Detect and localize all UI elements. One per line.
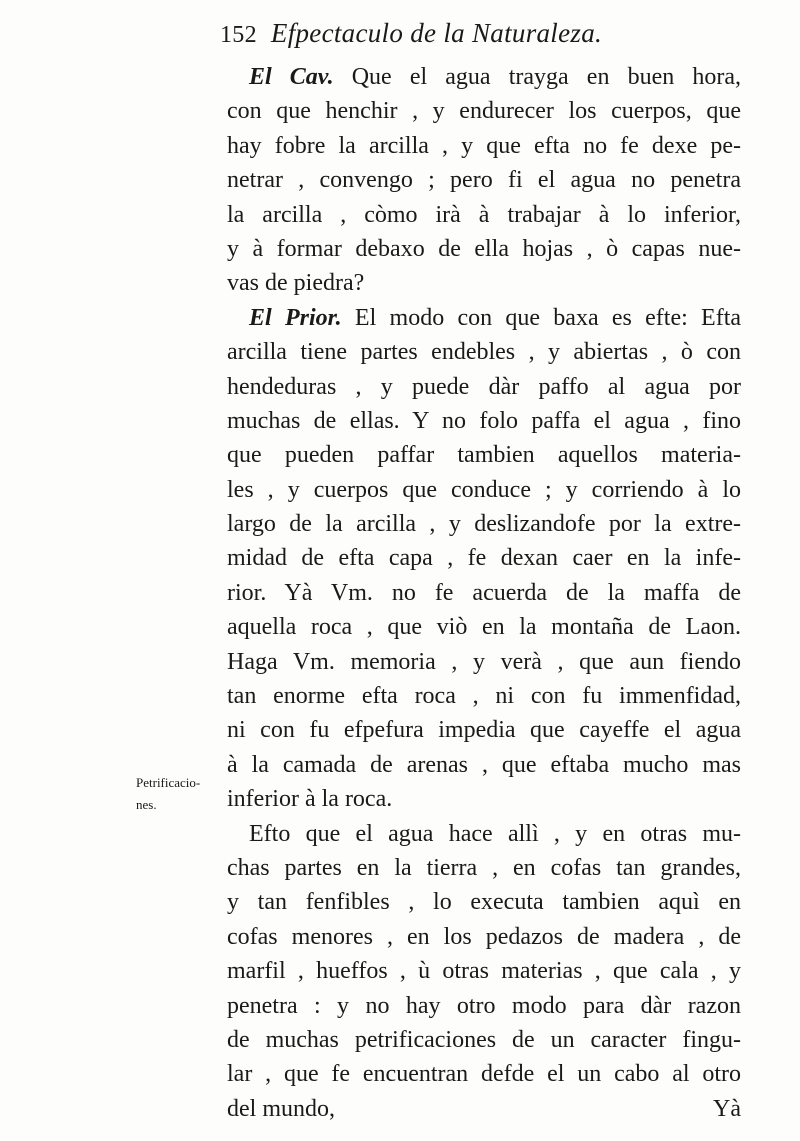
text-line: netrar , convengo ; pero fi el agua no penetra: [227, 167, 741, 194]
text-line: lar , que fe encuentran defde el un cabo al otro: [227, 1061, 741, 1088]
text-line: Haga Vm. memoria , y verà , que aun fiendo: [227, 648, 741, 675]
text-line: midad de efta capa , fe dexan caer en la infe-: [227, 545, 741, 572]
speaker-label: El Cav.: [249, 64, 334, 90]
margin-note: [136, 772, 216, 816]
text-line: Efto que el agua hace allì , y en otras mu-: [249, 820, 741, 847]
paragraph-cavalier: [227, 60, 741, 301]
catchword: Yà: [713, 1095, 741, 1122]
text-line: largo de la arcilla , y deslizandofe por la extre-: [227, 511, 741, 538]
running-header: [220, 18, 740, 58]
final-line-text: del mundo,: [227, 1095, 335, 1122]
text-line: hay fobre la arcilla , y que efta no fe dexe pe-: [227, 132, 741, 159]
text-line: El Prior. El modo con que baxa es efte: Efta: [249, 304, 742, 331]
margin-note-line: nes.: [136, 797, 157, 812]
body-text: [227, 60, 741, 1126]
text-line: que pueden paffar tambien aquellos materia-: [227, 442, 741, 469]
text-line: muchas de ellas. Y no folo paffa el agua , fino: [227, 407, 741, 434]
text-line: de muchas petrificaciones de un caracter fingu-: [227, 1026, 741, 1053]
text-line: cofas menores , en los pedazos de madera , de: [227, 923, 741, 950]
text-line: inferior à la roca.: [227, 786, 393, 813]
text-line: chas partes en la tierra , en cofas tan grandes,: [227, 854, 741, 881]
speaker-label: El Prior.: [249, 304, 342, 331]
text-line: aquella roca , que viò en la montaña de Laon.: [227, 614, 741, 641]
text-line: les , y cuerpos que conduce ; y corriendo à lo: [227, 476, 741, 503]
text-line: hendeduras , y puede dàr paffo al agua por: [227, 373, 741, 400]
text-line: ni con fu efpefura impedia que cayeffe el agua: [227, 717, 741, 744]
text-line: [227, 1092, 741, 1126]
text-line: vas de piedra?: [227, 270, 365, 297]
text-line: El Cav. Que el agua trayga en buen hora,: [249, 64, 742, 90]
text-line: y à formar debaxo de ella hojas , ò capas nue-: [227, 235, 741, 262]
running-title: Efpectaculo de la Naturaleza.: [270, 18, 603, 48]
text-line: arcilla tiene partes endebles , y abiertas , ò con: [227, 339, 741, 366]
margin-note-line: Petrificacio-: [136, 775, 201, 790]
paragraph-prior: [227, 301, 741, 817]
text-line: con que henchir , y endurecer los cuerpos, que: [227, 98, 741, 125]
page-number: 152: [220, 22, 257, 48]
text-line: la arcilla , còmo irà à trabajar à lo inferior,: [227, 201, 741, 228]
text-line: penetra : y no hay otro modo para dàr razon: [227, 992, 741, 1019]
text-line: à la camada de arenas , que eftaba mucho mas: [227, 751, 741, 778]
text-line: tan enorme efta roca , ni con fu immenfidad,: [227, 683, 741, 710]
text-line: y tan fenfibles , lo executa tambien aquì en: [227, 889, 741, 916]
paragraph-petrification: [227, 817, 741, 1127]
text-line: marfil , hueffos , ù otras materias , que cala , y: [227, 958, 741, 985]
text-line: rior. Yà Vm. no fe acuerda de la maffa de: [227, 579, 741, 606]
